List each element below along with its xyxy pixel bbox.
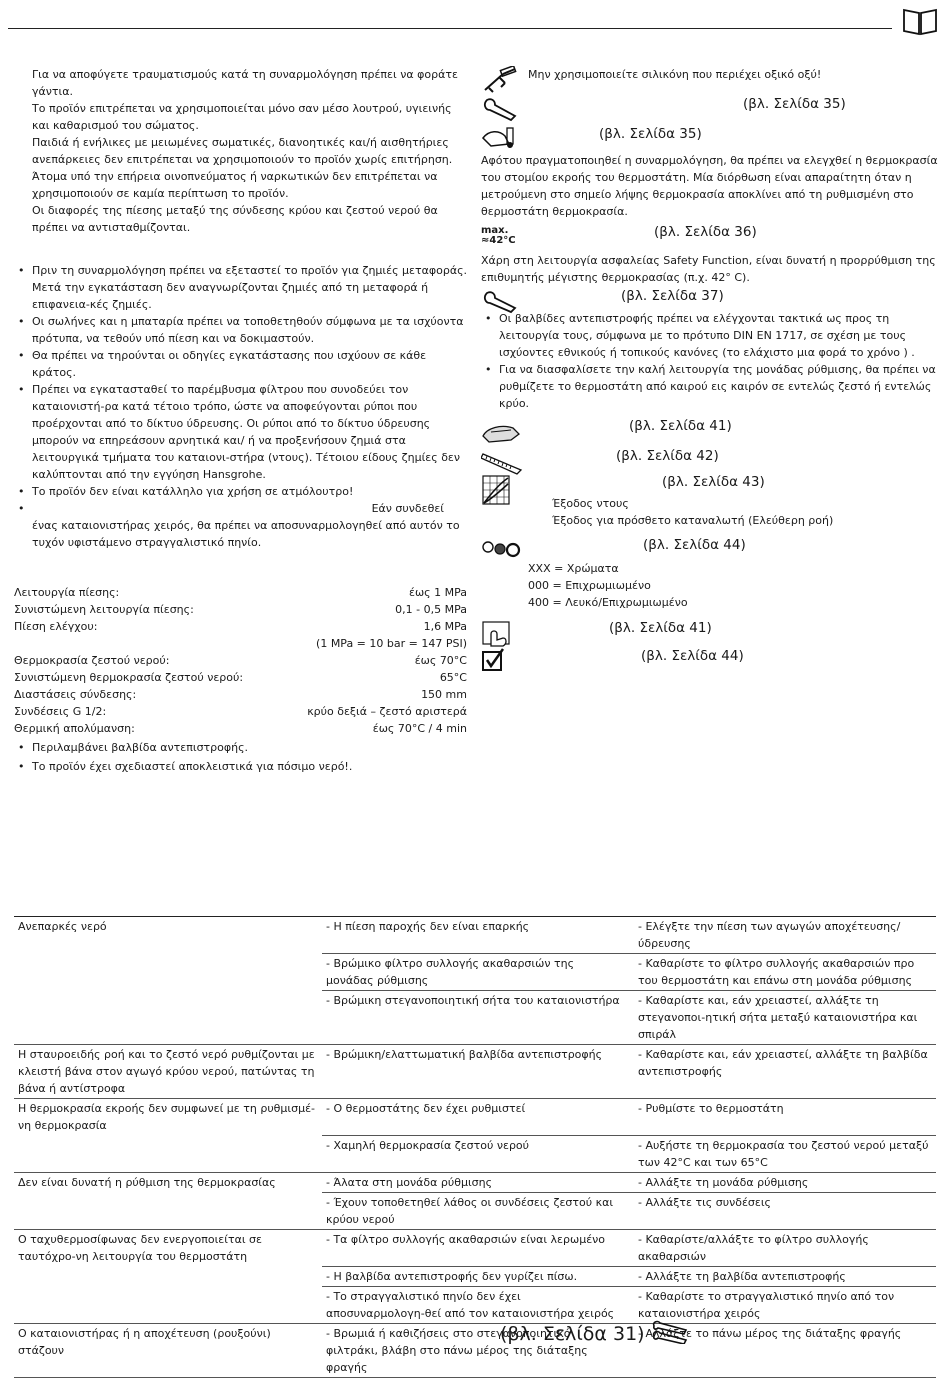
ref-row <box>481 226 941 252</box>
list-item: • Οι σωλήνες και η μπαταρία πρέπει να τοποθετηθούν σύμφωνα με τα ισχύοντα πρότυπα, να τεθούν υπό πίεση και να δοκιμαστούν. <box>14 313 469 347</box>
finish-name: Επιχρωμιωμένο <box>565 579 651 592</box>
table-row <box>14 1192 936 1229</box>
color-swatches-icon <box>481 538 521 558</box>
problem-cell <box>14 1135 322 1172</box>
hand-pointer-icon <box>481 620 515 648</box>
double-wrench-icon <box>650 1320 690 1344</box>
calibration-text: Αφότου πραγματοποιηθεί η συναρμολόγηση, θα πρέπει να ελεγχθεί η θερμοκρασία του στομίου εκροής του θερμοστάτη. Μία διόρθωση είναι απαραίτητη όταν η μετρούμενη στο σημείο λήψης θερμοκρασία αποκλίνει από τη ρυθμισμένη στο θερμοστάτη θερμοκρασία. <box>481 154 938 218</box>
spec-row <box>14 720 467 737</box>
cause-cell: - Άλατα στη μονάδα ρύθμισης <box>322 1172 626 1192</box>
fix-cell: - Ελέγξτε την πίεση των αγωγών αποχέτευσης/ ύδρευσης <box>626 917 936 954</box>
ref-row <box>481 650 941 680</box>
finish-code: 400 <box>528 596 549 609</box>
spec-row <box>14 669 467 686</box>
finish-name: Λευκό/Επιχρωμιωμένο <box>565 596 688 609</box>
cause-cell: - Το στραγγαλιστικό πηνίο δεν έχει αποσυναρμολογη-θεί από τον καταιονιστήρα χειρός <box>322 1286 626 1323</box>
table-row <box>14 1135 936 1172</box>
page-reference: (βλ. Σελίδα 35) <box>743 96 846 112</box>
table-row <box>14 917 936 954</box>
finish-eq: = <box>552 596 562 609</box>
page-reference: (βλ. Σελίδα 41) <box>629 418 732 434</box>
problem-cell: Ο καταιονιστήρας ή η αποχέτευση (ρουξούνι) στάζουν <box>14 1323 322 1377</box>
fix-cell: - Αλλάξτε τη μονάδα ρύθμισης <box>626 1172 936 1192</box>
problem-cell: Ανεπαρκές νερό <box>14 917 322 954</box>
table-row <box>14 991 936 1045</box>
spec-label: Θερμοκρασία ζεστού νερού: <box>14 654 170 667</box>
spec-label: Συνδέσεις G 1/2: <box>14 705 107 718</box>
list-item: • Το προϊόν έχει σχεδιαστεί αποκλειστικά για πόσιμο νερό!. <box>14 758 467 775</box>
finish-code: XXX <box>528 562 551 575</box>
list-item <box>14 500 469 551</box>
fix-cell: - Αλλάξτε τις συνδέσεις <box>626 1192 936 1229</box>
fix-cell: - Αλλάξτε τη βαλβίδα αντεπιστροφής <box>626 1266 936 1286</box>
spec-row <box>14 686 467 703</box>
list-item: • Θα πρέπει να τηρούνται οι οδηγίες εγκατάστασης που ισχύουν σε κάθε κράτος. <box>14 347 469 381</box>
spec-row <box>14 618 467 635</box>
troubleshooting-table <box>14 916 936 1378</box>
spec-row <box>14 703 467 720</box>
installation-notes-list <box>14 262 469 551</box>
page-reference: (βλ. Σελίδα 43) <box>662 474 765 490</box>
problem-cell: Η σταυροειδής ροή και το ζεστό νερό ρυθμίζονται με κλειστή βάνα στον αγωγό κρύου νερού, πατώντας τη βάνα ή αντίστροφα <box>14 1045 322 1099</box>
cause-cell: - Ο θερμοστάτης δεν έχει ρυθμιστεί <box>322 1099 626 1136</box>
problem-cell <box>14 1286 322 1323</box>
spec-label: Συνιστώμενη λειτουργία πίεσης: <box>14 603 194 616</box>
problem-cell <box>14 954 322 991</box>
shower-outlet-label: Έξοδος ντους <box>552 497 629 510</box>
spec-bullets <box>14 739 467 775</box>
ref-row <box>481 94 941 126</box>
list-item: • Οι βαλβίδες αντεπιστροφής πρέπει να ελέγχονται τακτικά ως προς τη λειτουργία τους, σύμφωνα με το πρότυπο DIN EN 1717, σε σχέση με τους ισχύοντες εθνικούς ή τοπικούς κανόνες (το ελάχιστο μια φορά το χρόνο ) . <box>481 310 941 361</box>
table-row <box>14 954 936 991</box>
list-item: • Περιλαμβάνει βαλβίδα αντεπιστροφής. <box>14 739 467 756</box>
cause-cell: - Βρώμικη στεγανοποιητική σήτα του καταιονιστήρα <box>322 991 626 1045</box>
page-reference: (βλ. Σελίδα 37) <box>621 288 724 304</box>
spec-value: έως 1 MPa <box>409 586 467 599</box>
cause-cell: - Βρώμικη/ελαττωματική βαλβίδα αντεπιστροφής <box>322 1045 626 1099</box>
finish-item <box>528 594 688 611</box>
silicone-warning: Μην χρησιμοποιείτε σιλικόνη που περιέχει οξικό οξύ! <box>528 68 822 81</box>
fix-cell: - Αυξήστε τη θερμοκρασία του ζεστού νερού μεταξύ των 42°C και των 65°C <box>626 1135 936 1172</box>
left-column <box>14 66 469 775</box>
table-row <box>14 1286 936 1323</box>
page-reference: (βλ. Σελίδα 44) <box>643 537 746 553</box>
ref-row <box>481 126 941 152</box>
flow-diagram-icon <box>481 474 511 506</box>
finish-code: 000 <box>528 579 549 592</box>
table-row <box>14 1229 936 1266</box>
fix-cell: - Καθαρίστε το στραγγαλιστικό πηνίο από τον καταιονιστήρα χειρός <box>626 1286 936 1323</box>
max-temp: ≈42°C <box>481 235 516 246</box>
ruler-icon <box>481 448 523 476</box>
page-reference: (βλ. Σελίδα 35) <box>599 126 702 142</box>
list-item: • Πριν τη συναρμολόγηση πρέπει να εξεταστεί το προϊόν για ζημιές μεταφοράς. Μετά την εγκατάσταση δεν αναγνωρίζονται ζημιές από τη μεταφορά ή επιφανεια-κές ζημιές. <box>14 262 469 313</box>
problem-cell <box>14 1266 322 1286</box>
problem-cell <box>14 1192 322 1229</box>
fix-cell: - Καθαρίστε και, εάν χρειαστεί, αλλάξτε τη βαλβίδα αντεπιστροφής <box>626 1045 936 1099</box>
silicone-row <box>481 66 941 94</box>
spec-label: Συνιστώμενη θερμοκρασία ζεστού νερού: <box>14 671 244 684</box>
table-row <box>14 1266 936 1286</box>
max-temp-icon <box>481 226 516 246</box>
spec-row <box>14 584 467 601</box>
fix-cell: - Ρυθμίστε το θερμοστάτη <box>626 1099 936 1136</box>
intro-paragraph: Οι διαφορές της πίεσης μεταξύ της σύνδεσης κρύου και ζεστού νερού θα πρέπει να αντισταθμίζονται. <box>32 204 438 234</box>
right-column <box>481 66 941 680</box>
spec-value: 150 mm <box>421 688 467 701</box>
cause-cell: - Τα φίλτρο συλλογής ακαθαρσιών είναι λερωμένο <box>322 1229 626 1266</box>
safety-function-text: Χάρη στη λειτουργία ασφαλείας Safety Function, είναι δυνατή η προρρύθμιση της επιθυμητής μέγιστης θερμοκρασίας (π.χ. 42° C). <box>481 254 936 284</box>
wrench-icon <box>481 96 521 122</box>
finish-eq: = <box>552 579 562 592</box>
table-row <box>14 1172 936 1192</box>
page-reference: (βλ. Σελίδα 31) <box>500 1323 645 1345</box>
cause-cell: - Βρώμικο φίλτρο συλλογής ακαθαρσιών της μονάδας ρύθμισης <box>322 954 626 991</box>
spec-label: Λειτουργία πίεσης: <box>14 586 120 599</box>
spec-label: Θερμική απολύμανση: <box>14 722 135 735</box>
fix-cell: - Καθαρίστε το φίλτρο συλλογής ακαθαρσιών προ του θερμοστάτη και επάνω στη μονάδα ρύθμισης <box>626 954 936 991</box>
checkbox-checked-icon <box>481 648 505 672</box>
list-item-tail: • Εάν συνδεθεί <box>371 502 444 515</box>
spec-value: 1,6 MPa <box>423 620 467 633</box>
spec-value: έως 70°C <box>414 654 467 667</box>
cause-cell: - Έχουν τοποθετηθεί λάθος οι συνδέσεις ζεστού και κρύου νερού <box>322 1192 626 1229</box>
spec-label: Πίεση ελέγχου: <box>14 620 98 633</box>
intro-paragraph: Για να αποφύγετε τραυματισμούς κατά τη συναρμολόγηση πρέπει να φοράτε γάντια. <box>32 68 458 98</box>
finish-item <box>528 577 688 594</box>
finish-eq: = <box>554 562 564 575</box>
finish-list <box>528 560 688 611</box>
fix-cell: - Καθαρίστε/αλλάξτε το φίλτρο συλλογής ακαθαρσιών <box>626 1229 936 1266</box>
problem-cell: Ο ταχυθερμοσίφωνας δεν ενεργοποιείται σε ταυτόχρο-νη λειτουργία του θερμοστάτη <box>14 1229 322 1266</box>
spec-value: κρύο δεξιά – ζεστό αριστερά <box>307 705 467 718</box>
ref-row <box>481 418 941 448</box>
list-item: • Πρέπει να εγκατασταθεί το παρέμβυσμα φίλτρου που συνοδεύει τον καταιονιστή-ρα κατά τέτοιο τρόπο, ώστε να αποφεύγονται ρύποι που προέρχονται από το δίκτυο ύδρευσης. Οι ρύποι από το δίκτυο ύδρευσης μπορούν να επηρεάσουν αρνητικά και/ ή να προξενήσουν ζημιά στα λειτουργικά τμήματα του καταιονι-στήρα (ντους). Τέτοιου είδους ζημίες δεν καλύπτονται από την εγγύηση Hansgrohe. <box>14 381 469 483</box>
header-rule <box>8 28 892 29</box>
cause-cell: - Η βαλβίδα αντεπιστροφής δεν γυρίζει πίσω. <box>322 1266 626 1286</box>
fix-cell: - Καθαρίστε και, εάν χρειαστεί, αλλάξτε τη στεγανοποι-ητική σήτα μεταξύ καταιονιστήρα και σπιράλ <box>626 991 936 1045</box>
hand-thermometer-icon <box>481 124 521 150</box>
spec-value: 65°C <box>439 671 467 684</box>
list-item: • Το προϊόν δεν είναι κατάλληλο για χρήση σε ατμόλουτρο! <box>14 483 469 500</box>
spec-row <box>14 652 467 669</box>
fix-cell: - Αλλάξτε το πάνω μέρος της διάταξης φραγής <box>626 1323 936 1377</box>
spec-label: Διαστάσεις σύνδεσης: <box>14 688 137 701</box>
maintenance-list <box>481 310 941 412</box>
technical-data <box>14 584 469 775</box>
manual-book-icon <box>903 6 937 36</box>
cleaning-hand-icon <box>481 418 523 446</box>
table-row <box>14 1045 936 1099</box>
cause-cell: - Βρωμιά ή καθιζήσεις στο στεγανοποιητικό φιλτράκι, βλάβη στο πάνω μέρος της διάταξης φραγής <box>322 1323 626 1377</box>
table-row <box>14 1099 936 1136</box>
spec-value: 0,1 - 0,5 MPa <box>395 603 467 616</box>
table-row <box>14 1323 936 1377</box>
problem-cell <box>14 991 322 1045</box>
caulk-gun-icon <box>481 66 521 94</box>
page-reference: (βλ. Σελίδα 41) <box>609 620 712 636</box>
flow-chart-row <box>481 474 941 538</box>
page-reference: (βλ. Σελίδα 36) <box>654 224 757 240</box>
page-reference: (βλ. Σελίδα 44) <box>641 648 744 664</box>
page-reference: (βλ. Σελίδα 42) <box>616 448 719 464</box>
max-label: max. <box>481 225 509 236</box>
list-item-text: ένας καταιονιστήρας χειρός, θα πρέπει να αποσυναρμολογηθεί από αυτόν το τυχόν υφιστάμενο στραγγαλιστικό πηνίο. <box>32 519 460 549</box>
spec-unit-note: (1 MPa = 10 bar = 147 PSI) <box>316 637 467 650</box>
intro-paragraph: Το προϊόν επιτρέπεται να χρησιμοποιείται μόνο σαν μέσο λουτρού, υγιεινής και καθαρισμού του σώματος. <box>32 102 452 132</box>
intro-paragraph: Παιδιά ή ενήλικες με μειωμένες σωματικές, διανοητικές και/ή αισθητήριες ανεπάρκειες δεν επιτρέπεται να χρησιμοποιούν το προϊόν χωρίς επιτήρηση. Άτομα υπό την επήρεια οινοπνεύματος ή ναρκωτικών δεν επιτρέπεται να χρησιμοποιούν σε καμία περίπτωση το προϊόν. <box>32 136 453 200</box>
spec-value: έως 70°C / 4 min <box>372 722 467 735</box>
cause-cell: - Η πίεση παροχής δεν είναι επαρκής <box>322 917 626 954</box>
problem-cell: Δεν είναι δυνατή η ρύθμιση της θερμοκρασίας <box>14 1172 322 1192</box>
spec-row <box>14 601 467 618</box>
extra-outlet-label: Έξοδος για πρόσθετο καταναλωτή (Ελεύθερη ροή) <box>552 514 834 527</box>
problem-cell: Η θερμοκρασία εκροής δεν συμφωνεί με τη ρυθμισμέ-νη θερμοκρασία <box>14 1099 322 1136</box>
finish-item <box>528 560 688 577</box>
finish-name: Χρώματα <box>566 562 619 575</box>
finishes-row <box>481 538 941 620</box>
list-item: • Για να διασφαλίσετε την καλή λειτουργία της μονάδας ρύθμισης, θα πρέπει να ρυθμίζετε το θερμοστάτη από καιρού εις καιρόν σε εντελώς ζεστό ή εντελώς κρύο. <box>481 361 941 412</box>
cause-cell: - Χαμηλή θερμοκρασία ζεστού νερού <box>322 1135 626 1172</box>
